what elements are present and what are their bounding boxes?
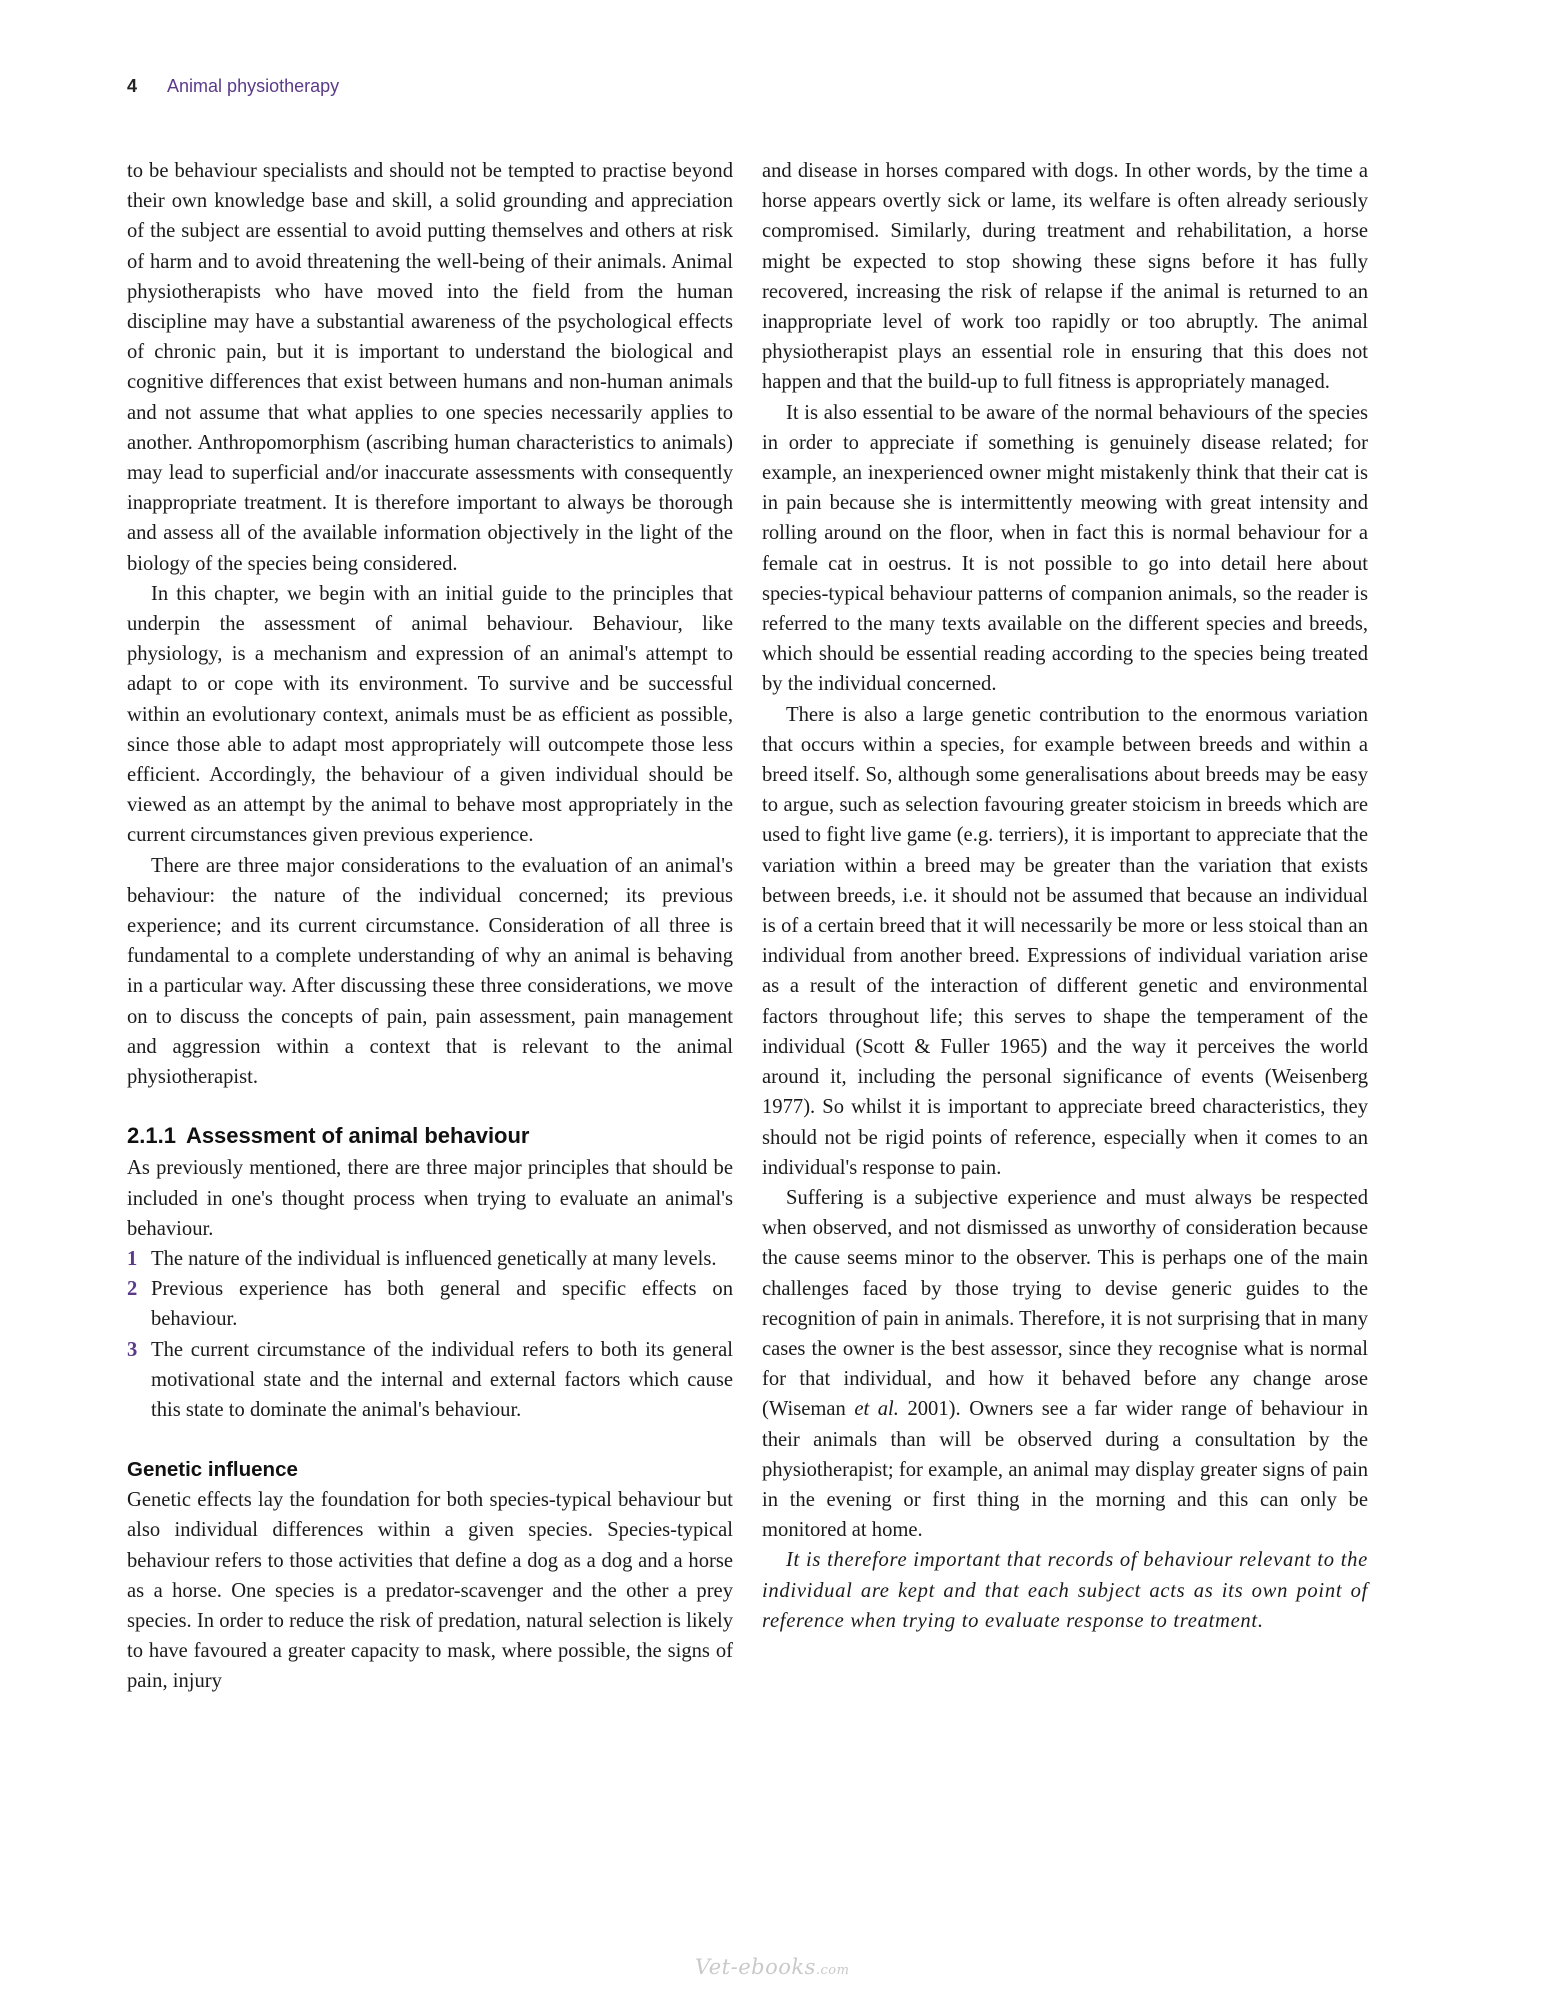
watermark-suffix: .com [815, 1963, 850, 1978]
page-number: 4 [127, 76, 138, 96]
paragraph: There is also a large genetic contribution to the enormous variation that occurs within a species, for example between breeds and within a breed itself. So, although some generalisations about breeds may be easy to argue, such as selection favouring greater stoicism in breeds which are used to fight live game (e.g. terriers), it is important to appreciate that the variation within a breed may be greater than the variation that exists between breeds, i.e. it should not be assumed that because an individual is of a certain breed that it will necessarily be more or less stoical than an individual from another breed. Expressions of individual variation arise as a result of the interaction of different genetic and environmental factors throughout life; this serves to shape the temperament of the individual (Scott & Fuller 1965) and the way it perceives the world around it, including the personal significance of events (Weisenberg 1977). So whilst it is important to appreciate breed characteristics, they should not be rigid points of reference, especially when it comes to an individual's response to pain. [762, 703, 1368, 1179]
section-heading [127, 1121, 733, 1151]
paragraph: As previously mentioned, there are three major principles that should be included in one's thought process when trying to evaluate an animal's behaviour. [127, 1157, 733, 1240]
list-item-text: The current circumstance of the individual refers to both its general motivational state and the internal and external factors which cause this state to dominate the animal's behaviour. [151, 1338, 733, 1421]
paragraph: There are three major considerations to the evaluation of an animal's behaviour: the nature of the individual concerned; its previous experience; and its current circumstance. Consideration of all three is fundamental to a complete understanding of why an animal is behaving in a particular way. After discussing these three considerations, we move on to discuss the concepts of pain, pain assessment, pain management and aggression within a context that is relevant to the animal physiotherapist. [127, 854, 733, 1089]
list-item-number: 2 [127, 1278, 138, 1301]
right-column [762, 156, 1368, 1636]
list-item-text: Previous experience has both general and specific effects on behaviour. [151, 1278, 733, 1331]
paragraph: and disease in horses compared with dogs. In other words, by the time a horse appears overtly sick or lame, its welfare is often already seriously compromised. Similarly, during treatment and rehabilitation, a horse might be expected to stop showing these signs before it has fully recovered, increasing the risk of relapse if the animal is returned to an inappropriate level of work too rapidly or too abruptly. The animal physiotherapist plays an essential role in ensuring that this does not happen and that the build-up to full fitness is appropriately managed. [762, 160, 1368, 394]
emphasis-paragraph: It is therefore important that records of behaviour relevant to the individual are kept and that each subject acts as its own point of reference when trying to evaluate response to treatment. [762, 1549, 1368, 1632]
section-title: Assessment of animal behaviour [185, 1123, 530, 1149]
citation-et-al: et al. [854, 1398, 899, 1421]
paragraph: Genetic effects lay the foundation for both species-typical behaviour but also individual differences within a given species. Species-typical behaviour refers to those activities that define a dog as a dog and a horse as a horse. One species is a predator-scavenger and the other a prey species. In order to reduce the risk of predation, natural selection is likely to have favoured a greater capacity to mask, where possible, the signs of pain, injury [127, 1489, 733, 1693]
running-head [127, 76, 339, 97]
watermark-text: Vet-ebooks [695, 1955, 816, 1979]
numbered-list [127, 1244, 733, 1425]
running-title: Animal physiotherapy [167, 76, 340, 96]
paragraph: It is also essential to be aware of the normal behaviours of the species in order to appreciate if something is genuinely disease related; for example, an inexperienced owner might mistakenly think that their cat is in pain because she is intermittently meowing with great intensity and rolling around on the floor, when in fact this is normal behaviour for a female cat in oestrus. It is not possible to go into detail here about species-typical behaviour patterns of companion animals, so the reader is referred to the many texts available on the different species and breeds, which should be essential reading according to the species being treated by the individual concerned. [762, 401, 1368, 696]
subsection-heading: Genetic influence [127, 1458, 298, 1482]
watermark-logo [695, 1955, 849, 1979]
paragraph [762, 1183, 1368, 1545]
paragraph-text: 2001). Owners see a far wider range of behaviour in their animals than will be observed during a consultation by the physiotherapist; for example, an animal may display greater signs of pain in the evening or first thing in the morning and this can only be monitored at home. [762, 1398, 1368, 1542]
list-item [127, 1274, 733, 1334]
list-item-number: 1 [127, 1247, 138, 1270]
section-number: 2.1.1 [127, 1123, 176, 1149]
left-column [127, 156, 733, 1697]
list-item [127, 1335, 733, 1426]
list-item-text: The nature of the individual is influenced genetically at many levels. [151, 1247, 717, 1270]
paragraph: to be behaviour specialists and should not be tempted to practise beyond their own knowledge base and skill, a solid grounding and appreciation of the subject are essential to avoid putting themselves and others at risk of harm and to avoid threatening the well-being of their animals. Animal physiotherapists who have moved into the field from the human discipline may have a substantial awareness of the psychological effects of chronic pain, but it is important to understand the biological and cognitive differences that exist between humans and non-human animals and not assume that what applies to one species necessarily applies to another. Anthropomorphism (ascribing human characteristics to animals) may lead to superficial and/or inaccurate assessments with consequently inappropriate treatment. It is therefore important to always be thorough and assess all of the available information objectively in the light of the biology of the species being considered. [127, 160, 733, 575]
paragraph: In this chapter, we begin with an initial guide to the principles that underpin the assessment of animal behaviour. Behaviour, like physiology, is a mechanism and expression of an animal's attempt to adapt to or cope with its environment. To survive and be successful within an evolutionary context, animals must be as efficient as possible, since those able to adapt most appropriately will outcompete those less efficient. Accordingly, the behaviour of a given individual should be viewed as an attempt by the animal to behave most appropriately in the current circumstances given previous experience. [127, 582, 733, 847]
paragraph-text: Suffering is a subjective experience and must always be respected when observed, and not dismissed as unworthy of consideration because the cause seems minor to the observer. This is perhaps one of the main challenges faced by those trying to devise generic guides to the recognition of pain in animals. Therefore, it is not surprising that in many cases the owner is the best assessor, since they recognise what is normal for that individual, and how it behaved before any change arose (Wiseman [762, 1186, 1368, 1421]
list-item [127, 1244, 733, 1274]
list-item-number: 3 [127, 1338, 138, 1361]
